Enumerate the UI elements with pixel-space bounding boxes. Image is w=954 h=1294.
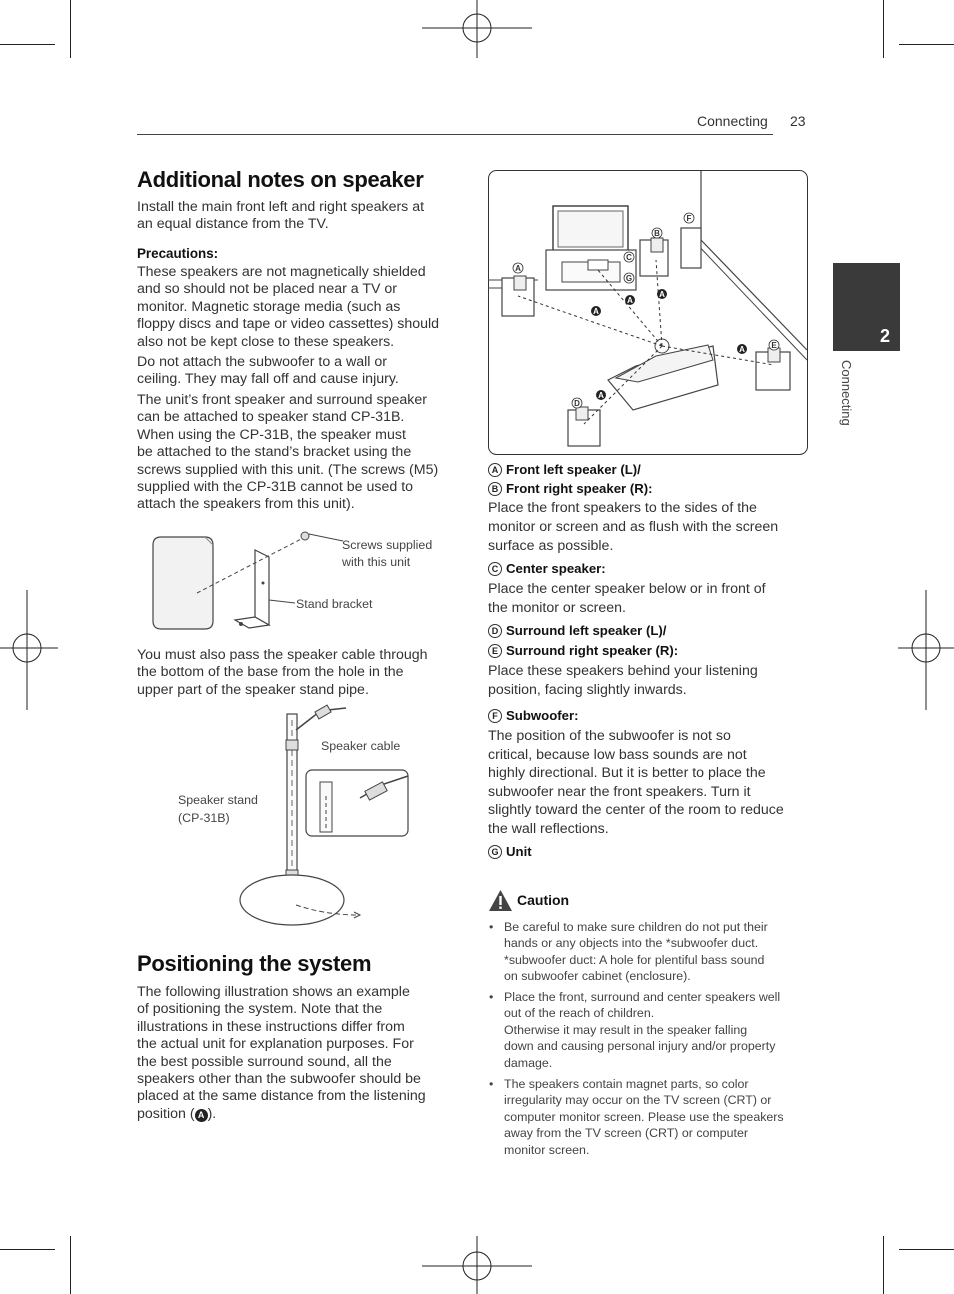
text-line: the monitor or screen. bbox=[488, 600, 626, 616]
text-line: placed at the same distance from the listening bbox=[137, 1088, 426, 1105]
text-line: computer monitor screen. Please use the speakers bbox=[504, 1109, 784, 1124]
positioning-paragraph bbox=[137, 984, 467, 1123]
legend-text: Surround right speaker (R): bbox=[506, 643, 679, 658]
text-line: When using the CP-31B, the speaker must bbox=[137, 426, 406, 443]
legend-text: Center speaker: bbox=[506, 561, 606, 576]
legend-surround-left bbox=[488, 623, 666, 638]
registration-mark bbox=[420, 1236, 534, 1294]
text-line: the best possible surround sound, all the bbox=[137, 1053, 392, 1070]
center-speaker-description bbox=[488, 580, 818, 618]
chapter-tab bbox=[833, 263, 900, 351]
crop-mark bbox=[0, 1249, 55, 1250]
label-a-icon: A bbox=[488, 463, 502, 477]
section-title-speaker-notes: Additional notes on speaker bbox=[137, 167, 424, 192]
legend-front-right bbox=[488, 481, 653, 496]
speaker-cable-label: Speaker cable bbox=[321, 739, 401, 753]
legend-text: Front left speaker (L)/ bbox=[506, 462, 641, 477]
crop-mark bbox=[883, 1236, 884, 1294]
bullet-text bbox=[504, 919, 807, 985]
room-layout-diagram bbox=[488, 170, 808, 455]
diagram-label-g: G bbox=[625, 274, 633, 283]
text-line: also not be kept close to these speakers. bbox=[137, 333, 395, 350]
header-rule bbox=[137, 134, 773, 135]
bullet-text bbox=[504, 989, 807, 1071]
cable-paragraph bbox=[137, 647, 467, 699]
text-line: Place the front speakers to the sides of the bbox=[488, 500, 757, 516]
text-line: the bottom of the base from the hole in the bbox=[137, 664, 404, 681]
text-line: Do not attach the subwoofer to a wall or bbox=[137, 354, 387, 370]
text-line: Place the center speaker below or in front of bbox=[488, 581, 766, 597]
text-fragment: ). bbox=[207, 1105, 217, 1122]
diagram-label-b: B bbox=[654, 229, 660, 238]
text-line: monitor. Magnetic storage media (such as bbox=[137, 298, 401, 315]
legend-text: Subwoofer: bbox=[506, 708, 579, 723]
bullet-text bbox=[504, 1076, 807, 1158]
text-line bbox=[137, 1106, 467, 1123]
header-section: Connecting bbox=[697, 113, 768, 129]
text-fragment: position ( bbox=[137, 1105, 195, 1122]
diagram-label-d: D bbox=[574, 399, 580, 408]
text-line: monitor or screen and as flush with the screen bbox=[488, 519, 779, 535]
bullet-icon: • bbox=[489, 990, 494, 1004]
stand-paragraph bbox=[137, 392, 467, 514]
subwoofer-description bbox=[488, 727, 818, 838]
text-line: surface as possible. bbox=[488, 538, 614, 554]
section-title-positioning: Positioning the system bbox=[137, 951, 372, 976]
subwoofer-warning-paragraph bbox=[137, 354, 467, 389]
chapter-tab-label bbox=[838, 360, 858, 480]
text-line: upper part of the speaker stand pipe. bbox=[137, 681, 369, 698]
text-line: floppy discs and tape or video cassettes) should bbox=[137, 316, 440, 333]
distance-marker-a: A bbox=[598, 391, 604, 400]
text-line: down and causing personal injury and/or property bbox=[504, 1039, 776, 1054]
label-g-icon: G bbox=[488, 845, 502, 859]
text-line: irregularity may occur on the TV screen (CRT) or bbox=[504, 1093, 772, 1108]
text-line: can be attached to speaker stand CP-31B. bbox=[137, 409, 405, 426]
text-line: You must also pass the speaker cable through bbox=[137, 647, 428, 663]
legend-surround-right bbox=[488, 643, 678, 658]
page-number: 23 bbox=[790, 113, 806, 129]
warning-icon bbox=[488, 889, 513, 912]
chapter-label: Connecting bbox=[839, 360, 854, 426]
text-line: screws supplied with this unit. (The screws (M5) bbox=[137, 461, 439, 478]
text-line: subwoofer near the front speakers. Turn it bbox=[488, 783, 751, 800]
speaker-stand-illustration bbox=[236, 700, 416, 935]
text-line: and so should not be placed near a TV or bbox=[137, 281, 398, 298]
registration-mark bbox=[0, 590, 60, 710]
text-line: critical, because low bass sounds are not bbox=[488, 746, 747, 763]
bracket-illustration bbox=[145, 525, 345, 640]
text-line: damage. bbox=[504, 1055, 553, 1070]
speaker-stand-label: Speaker stand bbox=[178, 793, 258, 807]
text-line: the wall reflections. bbox=[488, 820, 609, 837]
screws-label: Screws supplied bbox=[342, 538, 433, 552]
label-c-icon: C bbox=[488, 562, 502, 576]
crop-mark bbox=[899, 44, 954, 45]
intro-line: Install the main front left and right speakers at bbox=[137, 199, 425, 215]
registration-mark bbox=[896, 590, 954, 710]
precautions-label: Precautions: bbox=[137, 246, 219, 261]
front-speaker-description bbox=[488, 499, 818, 556]
text-line: speakers other than the subwoofer should be bbox=[137, 1071, 421, 1088]
text-line: away from the TV screen (CRT) or computer bbox=[504, 1126, 748, 1141]
diagram-label-f: F bbox=[686, 214, 692, 223]
text-line: The unit’s front speaker and surround speaker bbox=[137, 392, 427, 408]
legend-text: Unit bbox=[506, 844, 532, 859]
surround-speaker-description bbox=[488, 662, 818, 700]
legend-text: Surround left speaker (L)/ bbox=[506, 623, 667, 638]
text-line: Place these speakers behind your listening bbox=[488, 663, 758, 679]
caution-title: Caution bbox=[517, 892, 570, 908]
text-line: supplied with the CP-31B cannot be used to bbox=[137, 479, 414, 496]
registration-mark bbox=[420, 0, 534, 60]
text-line: Be careful to make sure children do not put their bbox=[504, 920, 768, 934]
text-line: The position of the subwoofer is not so bbox=[488, 728, 731, 744]
legend-center bbox=[488, 561, 606, 576]
text-line: *subwoofer duct: A hole for plentiful bass sound bbox=[504, 952, 765, 967]
caution-bullet bbox=[489, 1076, 807, 1158]
diagram-label-c: C bbox=[626, 253, 632, 262]
caution-bullet bbox=[489, 919, 807, 985]
crop-mark bbox=[0, 44, 55, 45]
speaker-stand-label: (CP-31B) bbox=[178, 811, 230, 825]
precautions-paragraph bbox=[137, 264, 467, 351]
label-b-icon: B bbox=[488, 482, 502, 496]
distance-marker-a: A bbox=[593, 307, 599, 316]
text-line: ceiling. They may fall off and cause injury. bbox=[137, 371, 399, 388]
legend-front-left bbox=[488, 462, 641, 477]
legend-subwoofer bbox=[488, 708, 579, 723]
legend-unit bbox=[488, 844, 532, 859]
crop-mark bbox=[883, 0, 884, 58]
distance-marker-a: A bbox=[659, 290, 665, 299]
text-line: position, facing slightly inwards. bbox=[488, 682, 687, 698]
text-line: attach the speakers from this unit). bbox=[137, 496, 355, 513]
label-d-icon: D bbox=[488, 624, 502, 638]
marker-a-icon: A bbox=[195, 1109, 208, 1122]
text-line: of positioning the system. Note that the bbox=[137, 1001, 383, 1018]
legend-text: Front right speaker (R): bbox=[506, 481, 653, 496]
text-line: Otherwise it may result in the speaker falling bbox=[504, 1022, 748, 1037]
text-line: on subwoofer cabinet (enclosure). bbox=[504, 969, 691, 984]
label-e-icon: E bbox=[488, 644, 502, 658]
text-line: Place the front, surround and center speakers well bbox=[504, 990, 781, 1004]
intro-line: an equal distance from the TV. bbox=[137, 216, 329, 232]
text-line: The following illustration shows an example bbox=[137, 984, 410, 1000]
text-line: These speakers are not magnetically shielded bbox=[137, 264, 426, 280]
text-line: slightly toward the center of the room to reduce bbox=[488, 802, 784, 818]
distance-marker-a: A bbox=[627, 296, 633, 305]
crop-mark bbox=[899, 1249, 954, 1250]
screws-label: with this unit bbox=[342, 555, 411, 569]
text-line: highly directional. But it is better to place the bbox=[488, 765, 766, 781]
text-line: be attached to the stand’s bracket using the bbox=[137, 444, 412, 461]
text-line: out of the reach of children. bbox=[504, 1006, 655, 1021]
label-f-icon: F bbox=[488, 709, 502, 723]
crop-mark bbox=[70, 0, 71, 58]
text-line: illustrations in these instructions differ from bbox=[137, 1018, 405, 1035]
text-line: hands or any objects into the *subwoofer duct. bbox=[504, 936, 759, 951]
stand-bracket-label: Stand bracket bbox=[296, 597, 373, 611]
chapter-number: 2 bbox=[879, 326, 890, 346]
diagram-label-a: A bbox=[515, 264, 521, 273]
bullet-icon: • bbox=[489, 1077, 494, 1091]
diagram-label-e: E bbox=[771, 341, 777, 350]
caution-bullet bbox=[489, 989, 807, 1071]
crop-mark bbox=[70, 1236, 71, 1294]
text-line: the actual unit for explanation purposes. For bbox=[137, 1036, 414, 1053]
bullet-icon: • bbox=[489, 920, 494, 934]
text-line: The speakers contain magnet parts, so color bbox=[504, 1077, 749, 1091]
text-line: monitor screen. bbox=[504, 1142, 590, 1157]
distance-marker-a: A bbox=[739, 345, 745, 354]
